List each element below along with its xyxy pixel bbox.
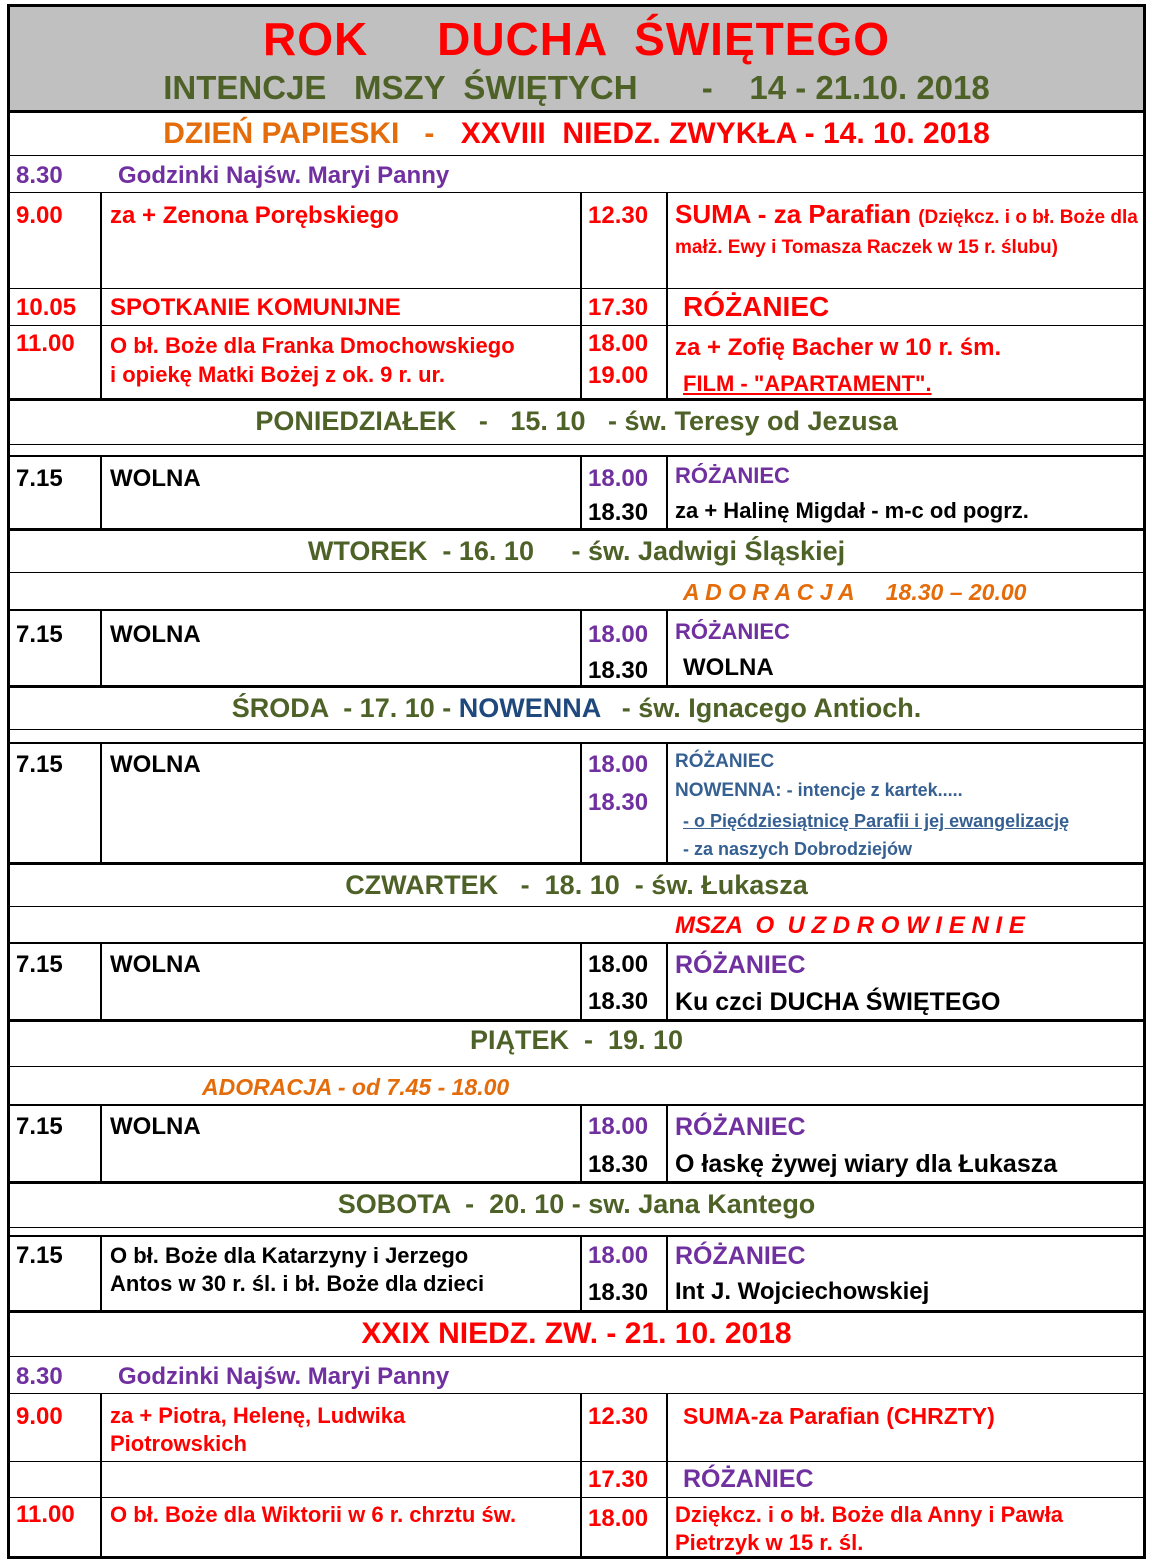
rozaniec-label: RÓŻANIEC <box>675 619 790 644</box>
mass-intention <box>675 201 1143 260</box>
rozaniec-label: RÓŻANIEC <box>675 1242 806 1270</box>
mass-time: 18.00 <box>588 330 649 357</box>
page-subtitle: INTENCJE MSZY ŚWIĘTYCH - 14 - 21.10. 2018 <box>163 69 990 106</box>
godzinki-time: 8.30 <box>16 1363 63 1390</box>
day-heading-saturday: SOBOTA - 20. 10 - sw. Jana Kantego <box>337 1189 816 1219</box>
mass-time: 9.00 <box>16 202 63 229</box>
adoration-note: A D O R A C J A 18.30 – 20.00 <box>683 579 1027 605</box>
nowenna-title: NOWENNA: <box>675 780 782 801</box>
mass-time: 18.00 <box>588 465 649 492</box>
mass-intention: za + Zofię Bacher w 10 r. śm. <box>675 334 1002 361</box>
mass-intention: WOLNA <box>110 751 201 778</box>
mass-intention: Ku czci DUCHA ŚWIĘTEGO <box>675 988 1001 1016</box>
day-heading-monday: PONIEDZIAŁEK - 15. 10 - św. Teresy od Jezusa <box>255 406 898 436</box>
mass-time: 11.00 <box>16 330 75 357</box>
healing-mass-note: MSZA O U Z D R O W I E N I E <box>675 912 1025 939</box>
mass-intention <box>110 332 515 389</box>
mass-time: 18.30 <box>588 789 649 816</box>
mass-time: 7.15 <box>16 751 63 778</box>
mass-time: 7.15 <box>16 465 63 492</box>
nowenna-label: NOWENNA <box>458 693 601 723</box>
day-heading-sunday-1-date: XXVIII NIEDZ. ZWYKŁA - 14. 10. 2018 <box>460 117 990 150</box>
mass-time: 18.00 <box>588 1113 649 1140</box>
day-heading-wednesday-saint: - św. Ignacego Antioch. <box>621 693 922 723</box>
rozaniec-label: RÓŻANIEC <box>675 951 806 979</box>
mass-time: 18.30 <box>588 1151 649 1178</box>
rozaniec-label: RÓŻANIEC <box>675 463 790 488</box>
mass-time: 18.30 <box>588 1279 649 1306</box>
day-heading-friday: PIĄTEK - 19. 10 <box>469 1025 684 1055</box>
day-heading-wednesday-date: ŚRODA - 17. 10 - <box>231 693 452 723</box>
godzinki-time: 8.30 <box>16 162 63 189</box>
mass-intention: WOLNA <box>110 465 201 492</box>
mass-intention: za + Zenona Porębskiego <box>110 202 399 229</box>
mass-time: 7.15 <box>16 621 63 648</box>
mass-time: 18.30 <box>588 499 649 526</box>
mass-intention: SPOTKANIE KOMUNIJNE <box>110 294 401 321</box>
nowenna-line: - intencje z kartek..... <box>781 780 963 800</box>
mass-intention: O łaskę żywej wiary dla Łukasza <box>675 1150 1058 1178</box>
suma-label: SUMA - za Parafian <box>675 199 911 229</box>
day-heading-sunday-1 <box>10 117 1143 152</box>
intention-line: O bł. Boże dla Franka Dmochowskiego <box>110 333 515 358</box>
day-heading-wednesday <box>10 693 1143 724</box>
mass-intention <box>110 1242 484 1298</box>
mass-intention: za + Halinę Migdał - m-c od pogrz. <box>675 498 1029 523</box>
godzinki-text: Godzinki Najśw. Maryi Panny <box>118 1363 450 1390</box>
mass-time: 18.00 <box>588 1242 649 1269</box>
mass-time: 9.00 <box>16 1403 63 1430</box>
mass-intention: WOLNA <box>110 1113 201 1140</box>
suma-detail: (Dziękcz. i o bł. Boże dla małż. Ewy i Tomasza Raczek w 15 r. ślubu) <box>675 207 1138 258</box>
mass-time: 18.30 <box>588 657 649 684</box>
nowenna-line: - za naszych Dobrodziejów <box>683 839 913 859</box>
nowenna-line: - o Pięćdziesiątnicę Parafii i jej ewangelizację <box>683 811 1070 831</box>
mass-time: 18.30 <box>588 988 649 1015</box>
day-heading-sunday-1-label: DZIEŃ PAPIESKI - <box>163 117 435 150</box>
godzinki-text: Godzinki Najśw. Maryi Panny <box>118 162 450 189</box>
nowenna-intentions <box>675 780 963 802</box>
rozaniec-label: RÓŻANIEC <box>683 1465 814 1493</box>
rozaniec-label: RÓŻANIEC <box>675 751 775 772</box>
mass-intention: SUMA-za Parafian (CHRZTY) <box>683 1403 995 1429</box>
mass-time: 18.00 <box>588 951 649 978</box>
intention-line: i opiekę Matki Bożej z ok. 9 r. ur. <box>110 361 445 387</box>
film-announcement: FILM - "APARTAMENT". <box>683 371 932 396</box>
schedule-sheet <box>7 4 1146 1559</box>
mass-intention: WOLNA <box>683 654 774 681</box>
page-title: ROK DUCHA ŚWIĘTEGO <box>263 13 890 65</box>
mass-time: 18.00 <box>588 1505 649 1532</box>
mass-time: 17.30 <box>588 294 649 321</box>
intention-line: O bł. Boże dla Katarzyny i Jerzego <box>110 1243 469 1268</box>
mass-intention: RÓŻANIEC <box>683 291 830 322</box>
intention-line: Antos w 30 r. śl. i bł. Boże dla dzieci <box>110 1270 485 1296</box>
mass-intention: WOLNA <box>110 621 201 648</box>
mass-time: 7.15 <box>16 951 63 978</box>
mass-time: 18.00 <box>588 621 649 648</box>
mass-time: 18.00 <box>588 751 649 778</box>
day-heading-tuesday: WTOREK - 16. 10 - św. Jadwigi Śląskiej <box>307 536 846 566</box>
day-heading-thursday: CZWARTEK - 18. 10 - św. Łukasza <box>345 870 808 900</box>
mass-intention: za + Piotra, Helenę, Ludwika Piotrowskich <box>110 1403 406 1456</box>
adoration-note: ADORACJA - od 7.45 - 18.00 <box>202 1074 510 1100</box>
mass-intention: Int J. Wojciechowskiej <box>675 1278 930 1305</box>
mass-time: 7.15 <box>16 1242 63 1269</box>
mass-intention: O bł. Boże dla Wiktorii w 6 r. chrztu św. <box>110 1502 517 1527</box>
mass-time: 17.30 <box>588 1466 649 1493</box>
mass-time: 19.00 <box>588 362 649 389</box>
mass-time: 12.30 <box>588 1403 649 1430</box>
mass-time: 7.15 <box>16 1113 63 1140</box>
mass-time: 11.00 <box>16 1501 75 1528</box>
rozaniec-label: RÓŻANIEC <box>675 1113 806 1141</box>
mass-time: 10.05 <box>16 294 77 321</box>
mass-intention: Dziękcz. i o bł. Boże dla Anny i Pawła Pietrzyk w 15 r. śl. <box>675 1502 1063 1555</box>
day-heading-sunday-2: XXIX NIEDZ. ZW. - 21. 10. 2018 <box>361 1317 792 1350</box>
mass-time: 12.30 <box>588 202 649 229</box>
mass-intention: WOLNA <box>110 951 201 978</box>
